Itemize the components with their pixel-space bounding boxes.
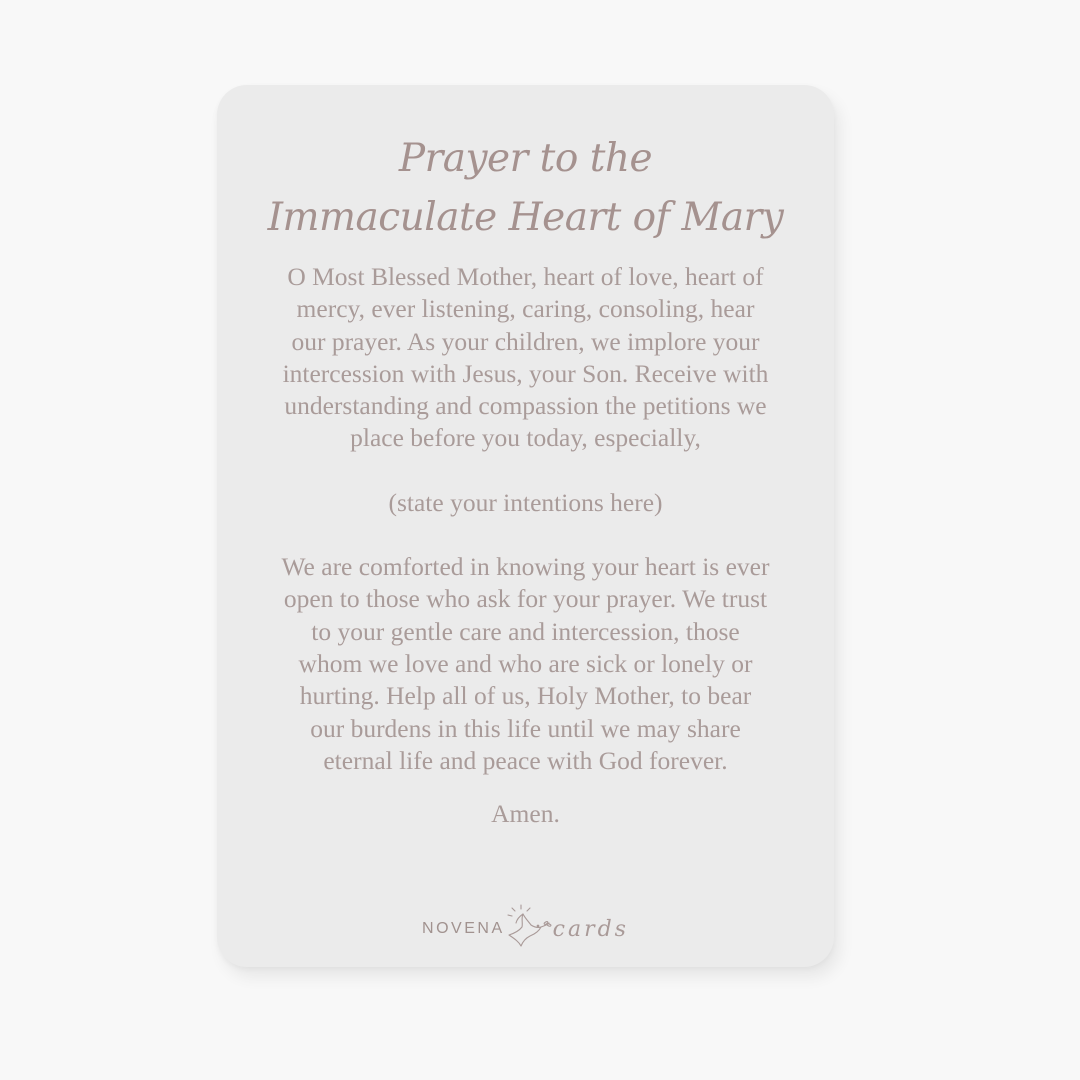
prayer-line: our prayer. As your children, we implore your — [291, 326, 760, 356]
prayer-line: place before you today, especially, — [350, 423, 701, 453]
title-line: Prayer to the — [398, 136, 653, 181]
prayer-line: We are comforted in knowing your heart is ever — [281, 552, 770, 582]
prayer-body — [217, 261, 834, 830]
intentions-placeholder: (state your intentions here) — [388, 487, 663, 517]
prayer-line: hurting. Help all of us, Holy Mother, to bear — [299, 681, 752, 711]
prayer-line: open to those who ask for your prayer. We trust — [283, 584, 768, 614]
prayer-line: to your gentle care and intercession, those — [311, 616, 740, 646]
logo-script: cards — [552, 916, 629, 942]
logo-word: NOVENA — [422, 920, 505, 937]
dove-icon — [505, 901, 553, 958]
title-line: Immaculate Heart of Mary — [267, 195, 784, 240]
paragraph-2 — [217, 551, 834, 777]
paragraph-1 — [217, 261, 834, 455]
prayer-line: understanding and compassion the petitions we — [284, 391, 767, 421]
card-title — [217, 129, 834, 247]
closing-amen: Amen. — [491, 799, 560, 829]
prayer-card — [217, 85, 834, 967]
prayer-line: eternal life and peace with God forever. — [323, 745, 728, 775]
prayer-line: intercession with Jesus, your Son. Receive with — [282, 358, 769, 388]
prayer-line: our burdens in this life until we may share — [310, 713, 741, 743]
prayer-line: O Most Blessed Mother, heart of love, heart of — [287, 262, 764, 291]
prayer-line: whom we love and who are sick or lonely or — [298, 648, 753, 678]
prayer-line: mercy, ever listening, caring, consoling, hear — [296, 294, 755, 324]
novena-cards-logo — [217, 899, 834, 959]
